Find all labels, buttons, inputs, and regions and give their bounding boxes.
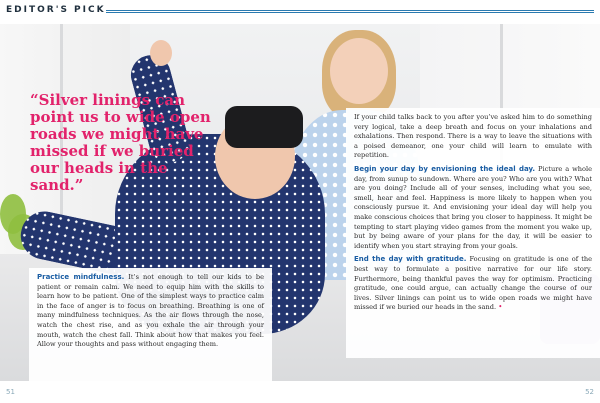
paragraph-lead: Begin your day by envisioning the ideal day. bbox=[354, 164, 536, 173]
right-text-column bbox=[346, 108, 600, 358]
paragraph-breathing-response bbox=[354, 113, 592, 161]
paragraph-lead: End the day with gratitude. bbox=[354, 255, 467, 264]
page-number-right: 52 bbox=[585, 388, 594, 396]
paragraph-body: It’s not enough to tell our kids to be patient or remain calm. We need to equip him with the skills to learn how to be patient. One of the simplest ways to practice calm in the face of anger is to focus on breathing. Breathing is one of many mindfulness techniques. As the air flows through the nose, watch the chest rise, and as you exhale the air through your mouth, watch the chest fall. Think about how that makes you feel. Allow your thoughts and pass without engaging them. bbox=[37, 273, 265, 349]
page-header bbox=[0, 0, 600, 22]
header-rule bbox=[106, 10, 594, 13]
paragraph-gratitude bbox=[354, 255, 592, 313]
paragraph-body: Picture a whole day, from sunup to sundown. Where are you? Who are you with? What are you doing? Include all of your senses, including what you see, smell, hear and feel. Happiness is more likely to happen when you consciously pursue it. And envisioning your ideal day will help you make conscious choices that bring you closer to happiness. It might be tempting to start playing video games from the moment you wake up, but by being aware of your plans for the day, it will be easier to identify when you start straying from your goals. bbox=[354, 164, 593, 250]
section-label: EDITOR'S PICK bbox=[6, 5, 106, 15]
page-number-left: 51 bbox=[6, 388, 15, 396]
paragraph-practice-mindfulness bbox=[37, 273, 264, 350]
boy-hand bbox=[150, 40, 172, 66]
paragraph-lead: Practice mindfulness. bbox=[37, 273, 125, 281]
paragraph-body: If your child talks back to you after you’ve asked him to do something very logical, take a deep breath and focus on your inhalations and exhalations. Then respond. There is a way to leave the situations with a poised demeanor, one your child will learn to emulate with repetition. bbox=[354, 113, 592, 160]
vr-headset bbox=[225, 106, 303, 148]
paragraph-body: Focusing on gratitude is one of the best way to formulate a positive narrative for our life story. Furthermore, being thankful paves the way for optimism. Practicing gratitude, one could argue, can actually change the course of our lives. Silver linings can point us to wide open roads we might have missed if we buried our heads in the sand. bbox=[354, 255, 593, 312]
paragraph-envision-ideal-day bbox=[354, 165, 592, 251]
pull-quote: “Silver linings can point us to wide open roads we might have missed if we buried our heads in the sand.” bbox=[30, 91, 211, 194]
left-text-column bbox=[29, 268, 272, 381]
page-footer bbox=[0, 381, 600, 403]
girl-face bbox=[330, 38, 388, 104]
end-mark-icon: • bbox=[496, 303, 503, 312]
